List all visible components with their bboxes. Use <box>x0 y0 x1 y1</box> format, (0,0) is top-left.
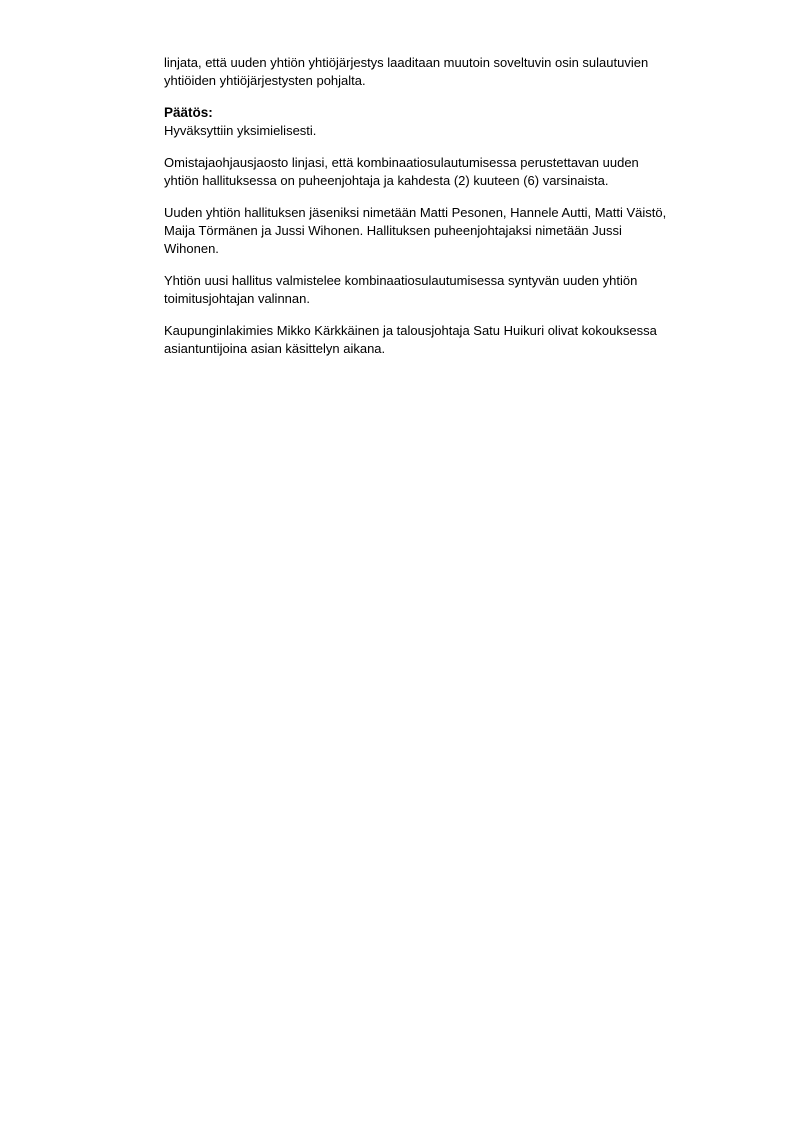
experts-paragraph: Kaupunginlakimies Mikko Kärkkäinen ja talousjohtaja Satu Huikuri olivat kokouksessa asiantuntijoina asian käsittelyn aikana. <box>164 323 657 356</box>
decision-text: Hyväksyttiin yksimielisesti. <box>164 123 317 138</box>
intro-paragraph: linjata, että uuden yhtiön yhtiöjärjestys laaditaan muutoin soveltuvin osin sulautuvien yhtiöiden yhtiöjärjestysten pohjalta. <box>164 55 649 88</box>
decision-heading: Päätös: <box>164 105 213 120</box>
board-members-paragraph: Uuden yhtiön hallituksen jäseniksi nimetään Matti Pesonen, Hannele Autti, Matti Väistö, Maija Törmänen ja Jussi Wihonen. Hallituksen puheenjohtajaksi nimetään Jussi Wihonen. <box>164 205 667 256</box>
document-body <box>164 54 750 372</box>
ceo-selection-paragraph: Yhtiön uusi hallitus valmistelee kombinaatiosulautumisessa syntyvän uuden yhtiön toimitusjohtajan valinnan. <box>164 273 638 306</box>
board-size-paragraph: Omistajaohjausjaosto linjasi, että kombinaatiosulautumisessa perustettavan uuden yhtiön hallituksessa on puheenjohtaja ja kahdesta (2) kuuteen (6) varsinaista. <box>164 155 639 188</box>
